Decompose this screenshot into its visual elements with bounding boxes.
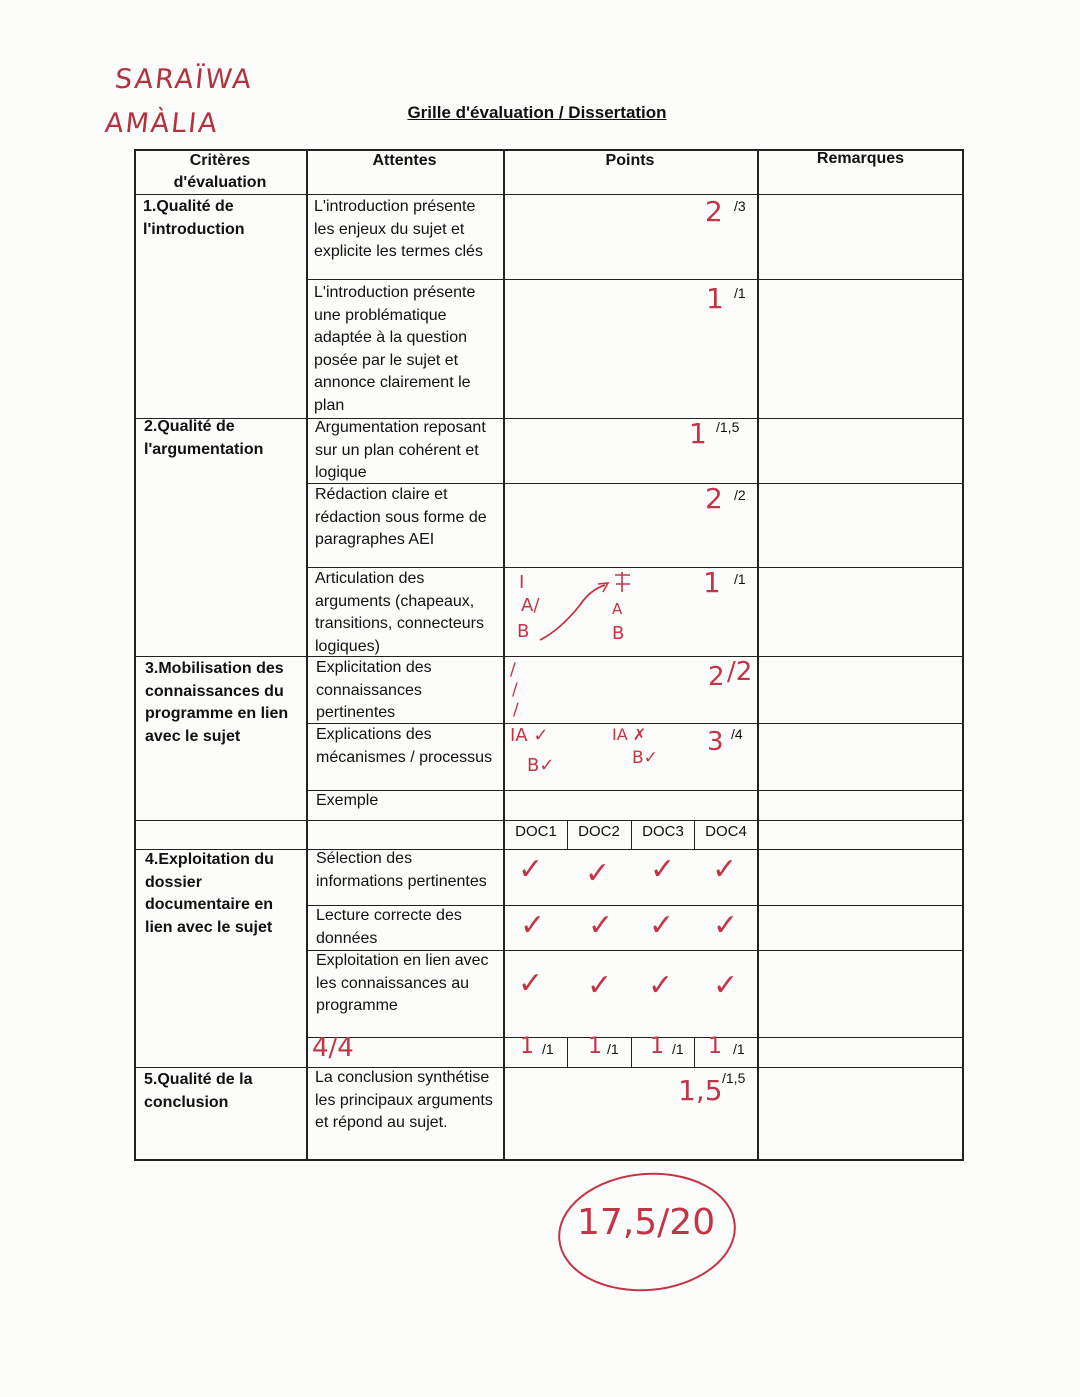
doc-header: DOC4: [705, 823, 747, 840]
expectation-text: Rédaction claire et rédaction sous forme de paragraphes AEI: [315, 486, 487, 548]
check-icon: ✓: [520, 908, 546, 943]
expectation-text: La conclusion synthétise les principaux arguments et répond au sujet.: [315, 1069, 493, 1131]
expectation-text: Explications des mécanismes / processus: [316, 726, 493, 766]
expectation-text: Argumentation reposant sur un plan cohérent et logique: [315, 419, 486, 481]
doc-score-given: 1: [588, 1034, 602, 1059]
score-max: /2: [734, 487, 746, 503]
expectation-text: Exemple: [316, 792, 379, 809]
doc-header: DOC2: [578, 823, 620, 840]
explicitation-mark: /: [512, 680, 518, 700]
student-name-first: SARAÏWA: [113, 64, 255, 95]
mechanism-note: IA ✓: [510, 725, 549, 746]
document-title: Grille d'évaluation / Dissertation: [407, 103, 667, 122]
section-label: 3.Mobilisation des connaissances du programme en lien avec le sujet: [145, 660, 289, 745]
articulation-note: B: [517, 621, 530, 642]
score-given: 3: [707, 727, 724, 757]
check-icon: ✓: [650, 852, 676, 887]
score-given: 1,5: [678, 1074, 723, 1107]
section-label: 1.Qualité de l'introduction: [143, 198, 245, 238]
doc-score-max: /1: [672, 1041, 684, 1057]
score-given: 2: [705, 195, 723, 228]
doc-score-max: /1: [607, 1041, 619, 1057]
score-given: 2: [708, 662, 725, 692]
articulation-arrow-icon: [530, 570, 640, 650]
doc-score-max: /1: [542, 1041, 554, 1057]
score-given: 1: [703, 566, 721, 599]
expectation-text: Articulation des arguments (chapeaux, transitions, connecteurs logiques): [315, 570, 484, 655]
doc-score-given: 1: [650, 1034, 664, 1059]
score-max: /1: [734, 571, 746, 587]
header-criteria: Critères d'évaluation: [173, 152, 267, 191]
score-given: 1: [706, 282, 724, 315]
expectation-text: Lecture correcte des données: [316, 907, 462, 947]
score-max: /1: [734, 285, 746, 301]
score-max: /1,5: [716, 419, 740, 435]
expectation-text: L'introduction présente les enjeux du sujet et explicite les termes clés: [314, 198, 483, 260]
expectation-text: Sélection des informations pertinentes: [316, 850, 487, 890]
check-icon: ✓: [648, 968, 674, 1003]
score-max: /4: [731, 726, 743, 742]
score-max: /3: [734, 198, 746, 214]
articulation-note: A: [612, 600, 623, 618]
student-name-second: AMÀLIA: [103, 108, 221, 139]
articulation-note: I: [519, 572, 525, 593]
score-given: 2: [705, 482, 723, 515]
mechanism-note: B✓: [632, 748, 658, 768]
check-icon: ✓: [713, 908, 739, 943]
mechanism-note: IA ✗: [612, 725, 647, 744]
section-subtotal: 4/4: [312, 1033, 354, 1063]
doc-header: DOC1: [515, 823, 557, 840]
header-remarks: Remarques: [816, 150, 905, 167]
articulation-note: B: [612, 623, 625, 644]
score-max-handwritten: /2: [727, 657, 753, 687]
explicitation-mark: /: [513, 700, 519, 720]
section-label: 2.Qualité de l'argumentation: [144, 418, 264, 458]
total-score: 17,5/20: [577, 1202, 716, 1243]
doc-score-given: 1: [520, 1034, 534, 1059]
check-icon: ✓: [587, 968, 613, 1003]
expectation-text: Exploitation en lien avec les connaissances au programme: [316, 952, 489, 1014]
check-icon: ✓: [518, 852, 544, 887]
check-icon: ✓: [588, 908, 614, 943]
check-icon: ✓: [712, 852, 738, 887]
check-icon: ✓: [585, 856, 611, 891]
doc-score-max: /1: [733, 1041, 745, 1057]
check-icon: ✓: [713, 968, 739, 1003]
articulation-note: A/: [521, 595, 540, 616]
score-max: /1,5: [722, 1070, 746, 1086]
score-given: 1: [689, 417, 707, 450]
explicitation-mark: /: [510, 660, 516, 680]
check-icon: ✓: [518, 966, 544, 1001]
section-label: 5.Qualité de la conclusion: [144, 1071, 253, 1111]
mechanism-note: B✓: [527, 755, 555, 776]
expectation-text: L'introduction présente une problématique adaptée à la question posée par le sujet et annonce clairement le plan: [314, 284, 476, 414]
doc-score-given: 1: [708, 1034, 722, 1059]
section-label: 4.Exploitation du dossier documentaire en lien avec le sujet: [145, 851, 274, 936]
doc-header: DOC3: [642, 823, 684, 840]
header-expectations: Attentes: [372, 152, 437, 169]
header-points: Points: [605, 152, 655, 169]
check-icon: ✓: [649, 908, 675, 943]
expectation-text: Explicitation des connaissances pertinentes: [316, 659, 432, 721]
